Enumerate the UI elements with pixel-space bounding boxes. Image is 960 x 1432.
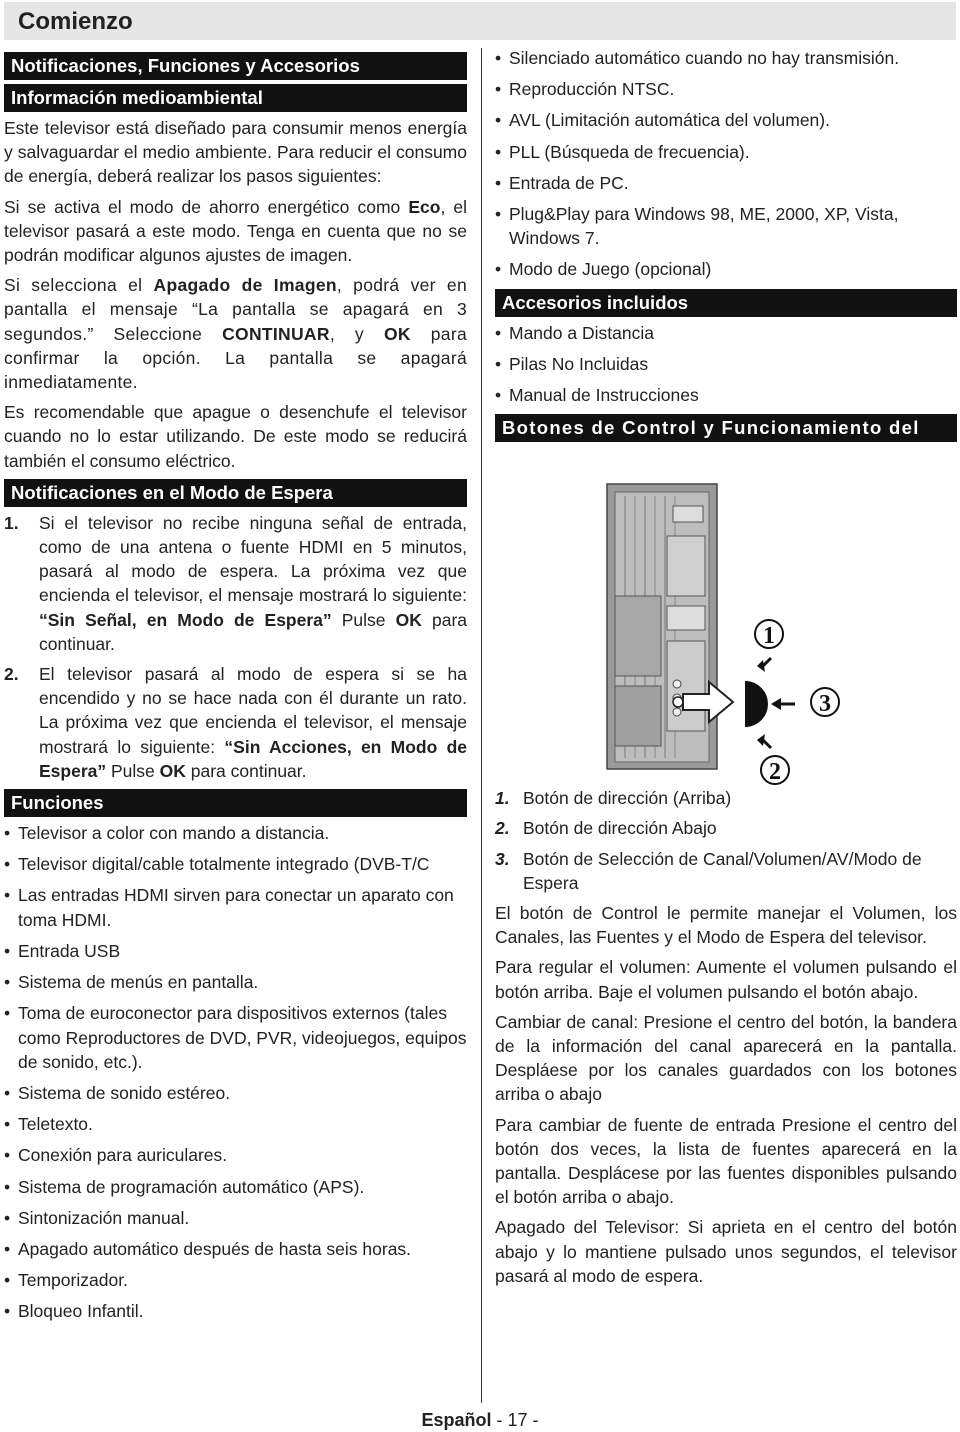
label-1 bbox=[755, 620, 783, 649]
feature-item: • Sistema de sonido estéreo. bbox=[4, 1081, 467, 1105]
heading-standby: Notificaciones en el Modo de Espera bbox=[4, 479, 467, 507]
feature-item: • Teletexto. bbox=[4, 1112, 467, 1136]
features-list bbox=[4, 821, 467, 1323]
control-paragraph-1: El botón de Control le permite manejar el Volumen, los Canales, las Fuentes y el Modo de Espera del televisor. bbox=[495, 903, 957, 948]
feature-item: • Temporizador. bbox=[4, 1268, 467, 1292]
label-3-text: 3 bbox=[819, 691, 831, 718]
tv-back-illustration bbox=[495, 446, 957, 786]
tv-back-panel bbox=[607, 484, 717, 769]
env-paragraph-1: Este televisor está diseñado para consumir menos energía y salvaguardar el medio ambiente. Para reducir el consumo de energía, deberá realizar los pasos siguientes: bbox=[4, 118, 467, 187]
control-paragraph-3: Cambiar de canal: Presione el centro del botón, la bandera de la información del canal aparecerá en la pantalla. Despláese por los canales guardados con los botones arriba o abajo bbox=[495, 1011, 957, 1105]
right-column bbox=[495, 46, 957, 1294]
column-divider bbox=[481, 48, 482, 1403]
feature-item: • PLL (Búsqueda de frecuencia). bbox=[495, 140, 957, 164]
control-button-figure bbox=[495, 446, 957, 786]
button-legend-item: 2. Botón de dirección Abajo bbox=[495, 818, 717, 839]
accessories-list bbox=[495, 321, 957, 408]
feature-item: • Conexión para auriculares. bbox=[4, 1143, 467, 1167]
standby-list bbox=[4, 511, 467, 783]
label-1-text: 1 bbox=[763, 623, 775, 650]
feature-item: • Entrada de PC. bbox=[495, 171, 957, 195]
standby-item-1: 1. Si el televisor no recibe ninguna señal de entrada, como de una antena o fuente HDMI en 5 minutos, pasará al modo de espera. La próxima vez que encienda el televisor, el mensaje mostrará lo siguiente: “Sin Señal, en Modo de Espera” Pulse OK para continuar. bbox=[4, 512, 468, 654]
features-list-continued bbox=[495, 46, 957, 282]
feature-item: • Sistema de programación automático (APS). bbox=[4, 1175, 467, 1199]
feature-item: • Sintonización manual. bbox=[4, 1206, 467, 1230]
standby-item-2: 2. El televisor pasará al modo de espera si se ha encendido y no se hace nada con él durante un rato. La próxima vez que encienda el televisor, el mensaje mostrará lo siguiente: “Sin Acciones, en Modo de Espera” Pulse OK para continuar. bbox=[4, 664, 467, 781]
heading-control-buttons: Botones de Control y Funcionamiento del bbox=[495, 414, 957, 442]
env-paragraph-3: Si selecciona el Apagado de Imagen, podrá ver en pantalla el mensaje “La pantalla se apagará en 3 segundos.” Seleccione CONTINUAR, y OK para confirmar la opción. La pantalla se apagará inmediatamente. bbox=[4, 275, 467, 393]
feature-item: • Modo de Juego (opcional) bbox=[495, 257, 957, 281]
feature-item: • Entrada USB bbox=[4, 939, 467, 963]
heading-notifications: Notificaciones, Funciones y Accesorios bbox=[4, 52, 467, 80]
control-paragraph-2: Para regular el volumen: Aumente el volumen pulsando el botón arriba. Baje el volumen pulsando el botón abajo. bbox=[495, 957, 957, 1002]
label-2-text: 2 bbox=[769, 759, 781, 786]
accessory-item: • Manual de Instrucciones bbox=[495, 383, 957, 407]
feature-item: • Toma de euroconector para dispositivos externos (tales como Reproductores de DVD, PVR, videojuegos, equipos de sonido, etc.). bbox=[4, 1001, 467, 1074]
accessory-item: • Mando a Distancia bbox=[495, 321, 957, 345]
page-footer bbox=[0, 1410, 960, 1431]
feature-item: • Sistema de menús en pantalla. bbox=[4, 970, 467, 994]
button-legend-list bbox=[495, 786, 957, 895]
heading-accessories: Accesorios incluidos bbox=[495, 289, 957, 317]
footer-page-number: - 17 - bbox=[496, 1410, 539, 1430]
control-knob bbox=[745, 682, 767, 726]
accessory-item: • Pilas No Incluidas bbox=[495, 352, 957, 376]
feature-item: • Apagado automático después de hasta seis horas. bbox=[4, 1237, 467, 1261]
button-legend-item: 1. Botón de dirección (Arriba) bbox=[495, 788, 732, 809]
feature-item: • Televisor a color con mando a distancia. bbox=[4, 821, 467, 845]
label-3 bbox=[811, 688, 839, 717]
left-column bbox=[4, 52, 467, 1331]
feature-item: • Plug&Play para Windows 98, ME, 2000, XP, Vista, Windows 7. bbox=[495, 202, 957, 250]
feature-item: • AVL (Limitación automática del volumen). bbox=[495, 108, 957, 132]
feature-item: • Silenciado automático cuando no hay transmisión. bbox=[495, 46, 957, 70]
feature-item: • Las entradas HDMI sirven para conectar un aparato con toma HDMI. bbox=[4, 883, 467, 931]
label-2 bbox=[761, 756, 789, 785]
feature-item: • Bloqueo Infantil. bbox=[4, 1299, 467, 1323]
footer-language: Español bbox=[421, 1410, 492, 1430]
env-paragraph-2: Si se activa el modo de ahorro energético como Eco, el televisor pasará a este modo. Tenga en cuenta que no se podrán modificar algunos ajustes de imagen. bbox=[4, 196, 467, 266]
feature-item: • Televisor digital/cable totalmente integrado (DVB-T/C bbox=[4, 852, 467, 876]
page-header-bar bbox=[4, 2, 956, 40]
heading-environment: Información medioambiental bbox=[4, 84, 467, 112]
control-paragraph-4: Para cambiar de fuente de entrada Presione el centro del botón dos veces, la lista de fuentes aparecerá en la pantalla. Desplácese por las fuentes disponibles pulsando el botón arriba o abajo. bbox=[495, 1114, 957, 1208]
button-legend-item: 3. Botón de Selección de Canal/Volumen/AV/Modo de Espera bbox=[495, 848, 922, 893]
page-title: Comienzo bbox=[18, 8, 133, 35]
control-paragraph-5: Apagado del Televisor: Si aprieta en el centro del botón abajo y lo mantiene pulsado unos segundos, el televisor pasará al modo de espera. bbox=[495, 1217, 957, 1286]
heading-features: Funciones bbox=[4, 789, 467, 817]
feature-item: • Reproducción NTSC. bbox=[495, 77, 957, 101]
env-paragraph-4: Es recomendable que apague o desenchufe el televisor cuando no lo estar utilizando. De este modo se reducirá también el consumo eléctrico. bbox=[4, 402, 467, 471]
